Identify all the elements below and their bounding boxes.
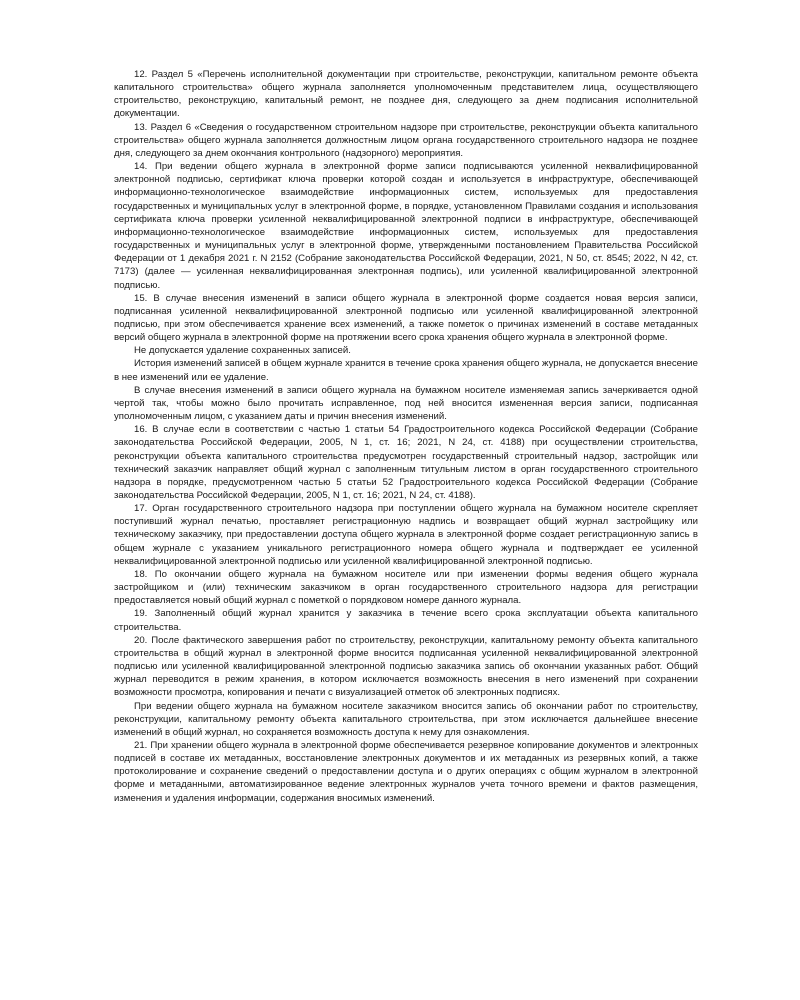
paragraph-15: 15. В случае внесения изменений в записи общего журнала в электронной форме создается новая версия записи, подписанная усиленной неквалифицированной электронной подписью или усиленной квалифицированной электронной подписью, при этом обеспечивается хранение всех изменений, а также пометок о причинах изменений в составе метаданных версий общего журнала в электронной форме на протяжении всего срока хранения общего журнала в электронной форме. [114,292,698,344]
paragraph-20: 20. После фактического завершения работ по строительству, реконструкции, капитальному ремонту объекта капитального строительства в общий журнал в электронной форме вносится подписанная усиленной неквалифицированной электронной подписью или усиленной квалифицированной электронной подписью заказчика запись об окончании указанных работ. Общий журнал переводится в режим хранения, в котором исключается возможность внесения в него изменений при сохранении возможности просмотра, копирования и печати с визуализацией отметок об электронных подписях. [114,634,698,699]
paragraph-16: 16. В случае если в соответствии с частью 1 статьи 54 Градостроительного кодекса Российской Федерации (Собрание законодательства Российской Федерации, 2005, N 1, ст. 16; 2021, N 24, ст. 4188) при осуществлении строительства, реконструкции объекта капитального строительства предусмотрен государственный строительный надзор, застройщик или технический заказчик направляет общий журнал с заполненным титульным листом в орган государственного строительного надзора в порядке, предусмотренном частью 5 статьи 52 Градостроительного кодекса Российской Федерации (Собрание законодательства Российской Федерации, 2005, N 1, ст. 16; 2021, N 24, ст. 4188). [114,424,698,501]
paragraph-18: 18. По окончании общего журнала на бумажном носителе или при изменении формы ведения общего журнала застройщиком и (или) техническим заказчиком в орган государственного строительного надзора для регистрации предоставляется новый общий журнал с пометкой о порядковом номере данного журнала. [114,568,698,607]
paragraph-no-deletion: Не допускается удаление сохраненных записей. [134,345,351,357]
paragraph-12: 12. Раздел 5 «Перечень исполнительной документации при строительстве, реконструкции, капитальном ремонте объекта капитального строительства» общего журнала заполняется уполномоченным представителем лица, осуществляющего строительство, реконструкцию, капитальный ремонт, не позднее дня, следующего за днем подписания исполнительной документации. [114,69,698,120]
paragraph-19: 19. Заполненный общий журнал хранится у заказчика в течение всего срока эксплуатации объекта капитального строительства. [114,608,698,633]
paragraph-14: 14. При ведении общего журнала в электронной форме записи подписываются усиленной неквалифицированной электронной подписью, сертификат ключа проверки которой создан и используется в инфраструктуре, обеспечивающей информационно-технологическое взаимодействие информационных систем, используемых для предоставления государственных и муниципальных услуг в электронной форме, в порядке, установленном Правилами создания и использования сертификата ключа проверки усиленной неквалифицированной электронной подписи в инфраструктуре, обеспечивающей информационно-технологическое взаимодействие информационных систем, используемых для предоставления государственных и муниципальных услуг в электронной форме, утвержденными постановлением Правительства Российской Федерации от 1 декабря 2021 г. N 2152 (Собрание законодательства Российской Федерации, 2021, N 50, ст. 8545; 2022, N 42, ст. 7173) (далее — усиленная неквалифицированная электронная подпись), или усиленной квалифицированной электронной подписью. [114,161,698,291]
paragraph-paper-changes: В случае внесения изменений в записи общего журнала на бумажном носителе изменяемая запись зачеркивается одной чертой так, чтобы можно было прочитать исправленное, под ней вносится измененная версия записи, подписанная уполномоченным лицом, с указанием даты и причин внесения изменений. [114,384,698,423]
paragraph-17: 17. Орган государственного строительного надзора при поступлении общего журнала на бумажном носителе скрепляет поступивший журнал печатью, проставляет регистрационную надпись и возвращает общий журнал застройщику или техническому заказчику, при предоставлении доступа общего журнала в электронной форме создает регистрационную запись в общем журнале с указанием уникального регистрационного номера общего журнала и подтверждает ее усиленной неквалифицированной электронной подписью или усиленной квалифицированной электронной подписью. [114,503,698,567]
document-page [114,68,698,805]
paragraph-13: 13. Раздел 6 «Сведения о государственном строительном надзоре при строительстве, реконструкции объекта капитального строительства» общего журнала заполняется должностным лицом органа государственного строительного надзора не позднее дня, следующего за днем окончания контрольного (надзорного) мероприятия. [114,121,698,159]
paragraph-21: 21. При хранении общего журнала в электронной форме обеспечивается резервное копирование документов и электронных подписей в составе их метаданных, восстановление электронных документов и их метаданных из резервных копий, а также протоколирование и сохранение сведений о предоставлении доступа и о других операциях с общим журналом в электронной форме и метаданными, автоматизированное ведение электронных журналов учета точного времени и фактов размещения, изменения и удаления информации, содержания вносимых изменений. [114,739,698,804]
paragraph-paper-completion: При ведении общего журнала на бумажном носителе заказчиком вносится запись об окончании работ по строительству, реконструкции, капитальному ремонту объекта капитального строительства, при этом исключается дальнейшее внесение изменений в общий журнал, но сохраняется возможность доступа к нему для ознакомления. [114,700,698,738]
paragraph-change-history: История изменений записей в общем журнале хранится в течение срока хранения общего журнала, не допускается внесение в нее изменений или ее удаление. [114,358,698,383]
